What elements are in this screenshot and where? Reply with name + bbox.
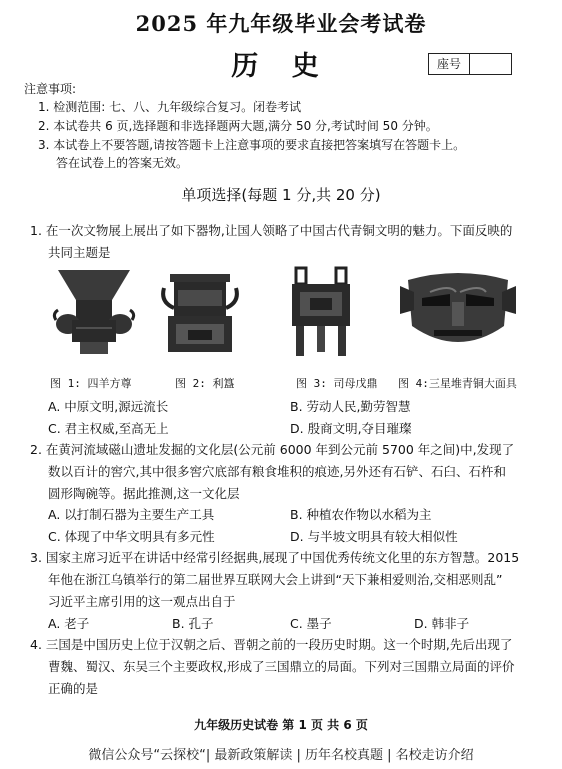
question-1-line: 共同主题是 [48,245,111,260]
question-3-option-d[interactable]: D. 韩非子 [414,616,470,631]
question-3-line: 年他在浙江乌镇举行的第二届世界互联网大会上讲到“天下兼相爱则治,交相恶则乱” [48,572,503,587]
question-4-line: 正确的是 [48,681,99,696]
question-3-line: 习近平主席引用的这一观点出自于 [48,594,236,609]
seat-number-field[interactable] [470,54,511,74]
question-1-option-a[interactable]: A. 中原文明,源远流长 [48,399,169,414]
question-2-option-a[interactable]: A. 以打制石器为主要生产工具 [48,507,215,522]
figure-caption-2: 图 2: 利簋 [175,377,235,390]
question-3-line: 3. 国家主席习近平在讲话中经常引经据典,展现了中国优秀传统文化里的东方智慧。2015 [30,550,520,565]
notice-heading: 注意事项: [24,82,77,96]
notice-item: 答在试卷上的答案无效。 [56,156,189,170]
section-title: 单项选择(每题 1 分,共 20 分) [181,186,381,204]
question-2-line: 2. 在黄河流域磁山遗址发掘的文化层(公元前 6000 年到公元前 5700 年之间)中,发现了 [30,442,515,457]
question-2-option-b[interactable]: B. 种植农作物以水稻为主 [290,507,432,522]
seat-label: 座号 [429,54,470,74]
question-3-option-b[interactable]: B. 孔子 [172,616,214,631]
figure-simuwu-ding [290,266,352,358]
exam-title: 2025 年九年级毕业会考试卷 [135,11,427,36]
question-1-option-c[interactable]: C. 君主权威,至高无上 [48,421,169,436]
notice-item: 3. 本试卷上不要答题,请按答题卡上注意事项的要求直接把答案填写在答题卡上。 [38,138,466,152]
figure-li-gui [160,266,240,358]
figure-caption-4: 图 4:三星堆青铜大面具 [398,377,517,390]
figure-four-ram-zun [50,266,138,358]
figure-sanxingdui-mask [400,266,516,358]
notice-item: 1. 检测范围: 七、八、九年级综合复习。闭卷考试 [38,100,302,114]
figure-caption-3: 图 3: 司母戊鼎 [296,377,378,390]
seat-number-box [428,53,512,75]
notice-item: 2. 本试卷共 6 页,选择题和非选择题两大题,满分 50 分,考试时间 50 分钟。 [38,119,438,133]
question-2-option-d[interactable]: D. 与半坡文明具有较大相似性 [290,529,458,544]
watermark-banner: 微信公众号“云探校“| 最新政策解读 | 历年名校真题 | 名校走访介绍 [88,748,474,763]
question-4-line: 曹魏、蜀汉、东吴三个主要政权,形成了三国鼎立的局面。下列对三国鼎立局面的评价 [48,659,515,674]
question-2-line: 圆形陶碗等。据此推测,这一文化层 [48,486,240,501]
question-1-line: 1. 在一次文物展上展出了如下器物,让国人领略了中国古代青铜文明的魅力。下面反映的 [30,223,513,238]
question-3-option-a[interactable]: A. 老子 [48,616,90,631]
question-2-option-c[interactable]: C. 体现了中华文明具有多元性 [48,529,215,544]
page-footer: 九年级历史试卷 第 1 页 共 6 页 [194,718,368,732]
figure-caption-1: 图 1: 四羊方尊 [50,377,132,390]
question-1-option-d[interactable]: D. 殷商文明,夺目璀璨 [290,421,412,436]
question-3-option-c[interactable]: C. 墨子 [290,616,332,631]
question-2-line: 数以百计的窖穴,其中很多窖穴底部有粮食堆积的痕迹,另外还有石铲、石臼、石杵和 [48,464,506,479]
question-1-option-b[interactable]: B. 劳动人民,勤劳智慧 [290,399,411,414]
subject-title: 历 史 [231,51,331,82]
question-4-line: 4. 三国是中国历史上位于汉朝之后、晋朝之前的一段历史时期。这一个时期,先后出现了 [30,637,513,652]
